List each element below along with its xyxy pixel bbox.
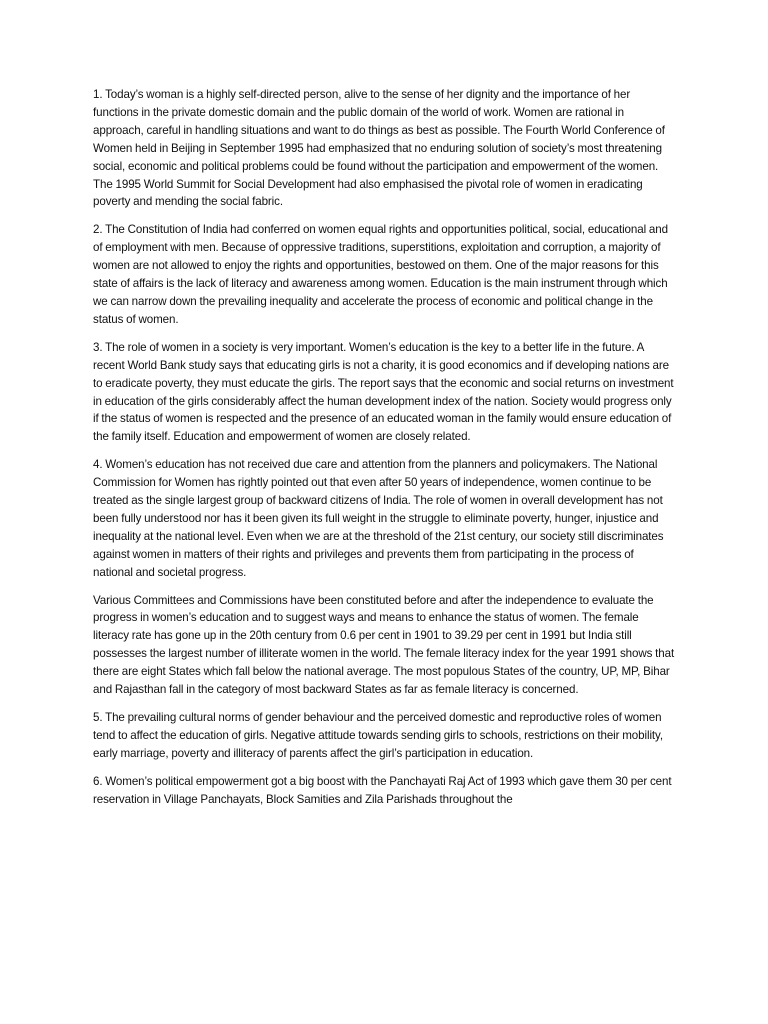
paragraph-1: 1. Today’s woman is a highly self-directed person, alive to the sense of her dignity and the importance of her functions in the private domestic domain and the public domain of the world of work. Women are rational in approach, careful in handling situations and want to do things as best as possible. The Fourth World Conference of Women held in Beijing in September 1995 had emphasized that no enduring solution of society’s most threatening social, economic and political problems could be found without the participation and empowerment of the women. The 1995 World Summit for Social Development had also emphasised the pivotal role of women in eradicating poverty and mending the social fabric.: [93, 88, 665, 209]
paragraph-5: 5. The prevailing cultural norms of gender behaviour and the perceived domestic and reproductive roles of women tend to affect the education of girls. Negative attitude towards sending girls to schools, restrictions on their mobility, early marriage, poverty and illiteracy of parents affect the girl’s participation in education.: [93, 711, 663, 760]
paragraph-6: 6. Women’s political empowerment got a big boost with the Panchayati Raj Act of 1993 which gave them 30 per cent reservation in Village Panchayats, Block Samities and Zila Parishads throughout the: [93, 774, 672, 806]
paragraph-4: 4. Women’s education has not received due care and attention from the planners and policymakers. The National Commission for Women has rightly pointed out that even after 50 years of independence, women continue to be treated as the single largest group of backward citizens of India. The role of women in overall development has not been fully understood nor has it been given its full weight in the struggle to eliminate poverty, hunger, injustice and inequality at the national level. Even when we are at the threshold of the 21st century, our society still discriminates against women in matters of their rights and privileges and prevents them from participating in the process of national and societal progress.: [93, 458, 664, 579]
paragraph-committees: Various Committees and Commissions have been constituted before and after the independence to evaluate the progress in women’s education and to suggest ways and means to enhance the status of women. The female literacy rate has gone up in the 20th century from 0.6 per cent in 1901 to 39.29 per cent in 1991 but India still possesses the largest number of illiterate women in the world. The female literacy index for the year 1991 shows that there are eight States which fall below the national average. The most populous States of the country, UP, MP, Bihar and Rajasthan fall in the category of most backward States as far as female literacy is concerned.: [93, 593, 675, 697]
paragraph-2: 2. The Constitution of India had conferred on women equal rights and opportunities political, social, educational and of employment with men. Because of oppressive traditions, superstitions, exploitation and corruption, a majority of women are not allowed to enjoy the rights and opportunities, bestowed on them. One of the major reasons for this state of affairs is the lack of literacy and awareness among women. Education is the main instrument through which we can narrow down the prevailing inequality and accelerate the process of economic and political change in the status of women.: [93, 223, 668, 326]
paragraph-3: 3. The role of women in a society is very important. Women’s education is the key to a better life in the future. A recent World Bank study says that educating girls is not a charity, it is good economics and if developing nations are to eradicate poverty, they must educate the girls. The report says that the economic and social returns on investment in education of the girls considerably affect the human development index of the nation. Society would progress only if the status of women is respected and the presence of an educated woman in the family would ensure education of the family itself. Education and empowerment of women are closely related.: [93, 340, 674, 444]
